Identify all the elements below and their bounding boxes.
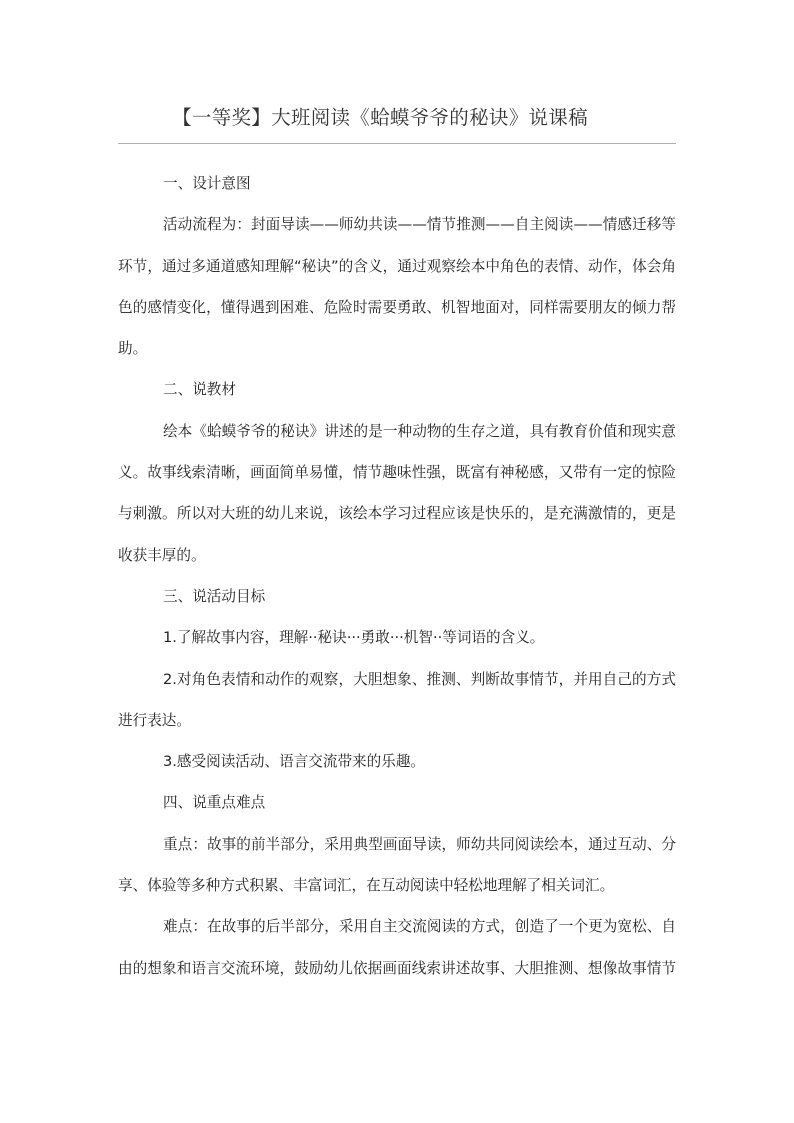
paragraph: 绘本《蛤蟆爷爷的秘诀》讲述的是一种动物的生存之道，具有教育价值和现实意义。故事线索清晰，画面简单易懂，情节趣味性强，既富有神秘感，又带有一定的惊险与刺激。所以对大班的幼儿来说，该绘本学习过程应该是快乐的，是充满激情的，更是收获丰厚的。: [118, 422, 676, 564]
objective-item: 2.对角色表情和动作的观察，大胆想象、推测、判断故事情节，并用自己的方式进行表达。: [118, 670, 676, 729]
objective-item: 1.了解故事内容，理解··秘诀···勇敢···机智··等词语的含义。: [163, 629, 545, 647]
section-heading-key-points: 四、说重点难点: [163, 794, 266, 812]
paragraph: 难点：在故事的后半部分，采用自主交流阅读的方式，创造了一个更为宽松、自由的想象和语言交流环境，鼓励幼儿依据画面线索讲述故事、大胆推测、想像故事情节: [118, 918, 676, 977]
document-title: 【一等奖】大班阅读《蛤蟆爷爷的秘诀》说课稿: [172, 106, 588, 129]
document-body: [118, 163, 676, 989]
section-heading-objectives: 三、说活动目标: [163, 587, 266, 605]
title-divider: [118, 143, 676, 144]
paragraph: 重点：故事的前半部分，采用典型画面导读，师幼共同阅读绘本，通过互动、分享、体验等多种方式积累、丰富词汇，在互动阅读中轻松地理解了相关词汇。: [118, 835, 676, 895]
section-heading-design-intent: 一、设计意图: [163, 175, 251, 192]
paragraph: 活动流程为：封面导读——师幼共读——情节推测——自主阅读——情感迁移等环节，通过多通道感知理解“秘诀”的含义，通过观察绘本中角色的表情、动作，体会角色的感情变化，懂得遇到困难、危险时需要勇敢、机智地面对，同样需要朋友的倾力帮助。: [118, 216, 676, 358]
objective-item: 3.感受阅读活动、语言交流带来的乐趣。: [163, 753, 426, 771]
section-heading-teaching-material: 二、说教材: [163, 381, 236, 399]
